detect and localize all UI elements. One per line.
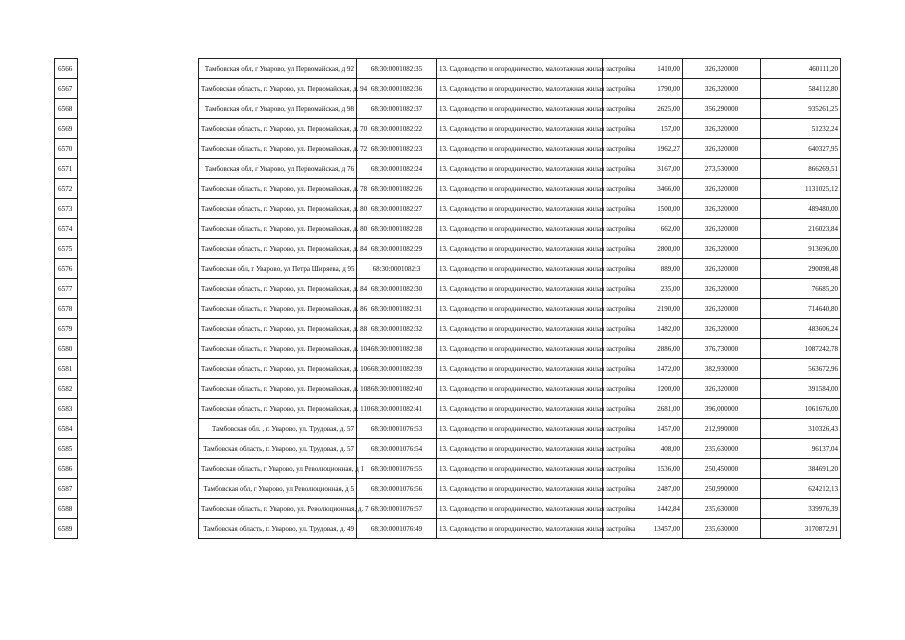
area-cell: 1536,00 <box>603 459 683 479</box>
table-row <box>199 419 841 439</box>
row-number: 6585 <box>55 439 77 459</box>
cadastral-value-cell: 76685,20 <box>761 279 841 299</box>
address-cell: Тамбовская область, г. Уварово, ул. Трудовая, д. 49 <box>199 519 357 539</box>
cadastral-rate-cell: 212,990000 <box>683 419 761 439</box>
cadastral-rate-cell: 326,320000 <box>683 119 761 139</box>
cadastral-value-cell: 339976,39 <box>761 499 841 519</box>
address-cell: Тамбовская область, г. Уварово, ул. Первомайская, д. 84 <box>199 239 357 259</box>
table-row <box>199 259 841 279</box>
cadastral-value-cell: 384691,20 <box>761 459 841 479</box>
cadastral-rate-cell: 326,320000 <box>683 139 761 159</box>
cadastral-value-cell: 1131025,12 <box>761 179 841 199</box>
table-row <box>199 79 841 99</box>
cadastral-number-cell: 68:30:0001082:35 <box>357 59 437 79</box>
cadastral-value-cell: 913696,00 <box>761 239 841 259</box>
row-number: 6571 <box>55 159 77 179</box>
area-cell: 1457,00 <box>603 419 683 439</box>
address-cell: Тамбовская область, г Уварово, ул Революционная, д 1 <box>199 459 357 479</box>
cadastral-number-cell: 68:30:0001082:36 <box>357 79 437 99</box>
table-row <box>199 479 841 499</box>
table-row <box>199 159 841 179</box>
cadastral-value-cell: 3170872,91 <box>761 519 841 539</box>
cadastral-number-cell: 68:30:0001076:53 <box>357 419 437 439</box>
cadastral-rate-cell: 396,000000 <box>683 399 761 419</box>
table-row <box>199 279 841 299</box>
cadastral-number-cell: 68:30:0001082:26 <box>357 179 437 199</box>
land-use-cell: 13. Садоводство и огородничество, малоэтажная жилая застройка <box>437 399 603 419</box>
area-cell: 1410,00 <box>603 59 683 79</box>
land-use-cell: 13. Садоводство и огородничество, малоэтажная жилая застройка <box>437 319 603 339</box>
row-number-column <box>54 58 78 539</box>
address-cell: Тамбовская область, г. Уварово, ул. Первомайская, д. 84 <box>199 279 357 299</box>
table-row <box>199 199 841 219</box>
cadastral-value-cell: 391584,00 <box>761 379 841 399</box>
cadastral-rate-cell: 376,730000 <box>683 339 761 359</box>
cadastral-number-cell: 68:30:0001082:24 <box>357 159 437 179</box>
cadastral-rate-cell: 326,320000 <box>683 299 761 319</box>
cadastral-value-cell: 866269,51 <box>761 159 841 179</box>
cadastral-rate-cell: 326,320000 <box>683 259 761 279</box>
cadastral-number-cell: 68:30:0001082:41 <box>357 399 437 419</box>
cadastral-number-cell: 68:30:0001076:49 <box>357 519 437 539</box>
cadastral-number-cell: 68:30:0001082:22 <box>357 119 437 139</box>
address-cell: Тамбовская обл, г Уварово, ул Революционная, д 5 <box>199 479 357 499</box>
cadastral-rate-cell: 356,290000 <box>683 99 761 119</box>
cadastral-number-cell: 68:30:0001082:38 <box>357 339 437 359</box>
cadastral-value-cell: 51232,24 <box>761 119 841 139</box>
cadastral-value-cell: 584112,80 <box>761 79 841 99</box>
cadastral-number-cell: 68:30:0001082:3 <box>357 259 437 279</box>
table-row <box>199 439 841 459</box>
table-row <box>199 99 841 119</box>
address-cell: Тамбовская область, г. Уварово, ул. Первомайская, д. 110 <box>199 399 357 419</box>
land-use-cell: 13. Садоводство и огородничество, малоэтажная жилая застройка <box>437 79 603 99</box>
row-number: 6588 <box>55 499 77 519</box>
cadastral-value-cell: 1061676,00 <box>761 399 841 419</box>
land-use-cell: 13. Садоводство и огородничество, малоэтажная жилая застройка <box>437 199 603 219</box>
table-row <box>199 239 841 259</box>
table-row <box>199 519 841 539</box>
table-row <box>199 499 841 519</box>
row-number: 6567 <box>55 79 77 99</box>
land-use-cell: 13. Садоводство и огородничество, малоэтажная жилая застройка <box>437 239 603 259</box>
land-use-cell: 13. Садоводство и огородничество, малоэтажная жилая застройка <box>437 359 603 379</box>
land-use-cell: 13. Садоводство и огородничество, малоэтажная жилая застройка <box>437 99 603 119</box>
cadastral-number-cell: 68:30:0001076:56 <box>357 479 437 499</box>
table-body <box>199 59 841 539</box>
area-cell: 1500,00 <box>603 199 683 219</box>
address-cell: Тамбовская область, г. Уварово, ул. Революционная, д. 7 <box>199 499 357 519</box>
address-cell: Тамбовская обл. , г. Уварово, ул. Трудовая, д. 57 <box>199 419 357 439</box>
row-number: 6577 <box>55 279 77 299</box>
row-number: 6584 <box>55 419 77 439</box>
area-cell: 889,00 <box>603 259 683 279</box>
area-cell: 1472,00 <box>603 359 683 379</box>
area-cell: 2681,00 <box>603 399 683 419</box>
address-cell: Тамбовская область, г. Уварово, ул. Первомайская, д. 80 <box>199 199 357 219</box>
cadastral-value-cell: 310326,43 <box>761 419 841 439</box>
land-use-cell: 13. Садоводство и огородничество, малоэтажная жилая застройка <box>437 479 603 499</box>
table-row <box>199 299 841 319</box>
address-cell: Тамбовская обл, г Уварово, ул Первомайская, д 98 <box>199 99 357 119</box>
cadastral-number-cell: 68:30:0001082:31 <box>357 299 437 319</box>
table-row <box>199 339 841 359</box>
row-number: 6566 <box>55 59 77 79</box>
row-number: 6575 <box>55 239 77 259</box>
land-use-cell: 13. Садоводство и огородничество, малоэтажная жилая застройка <box>437 259 603 279</box>
cadastral-number-cell: 68:30:0001082:28 <box>357 219 437 239</box>
area-cell: 1962,27 <box>603 139 683 159</box>
land-use-cell: 13. Садоводство и огородничество, малоэтажная жилая застройка <box>437 339 603 359</box>
address-cell: Тамбовская область, г. Уварово, ул. Первомайская, д. 80 <box>199 219 357 239</box>
land-use-cell: 13. Садоводство и огородничество, малоэтажная жилая застройка <box>437 119 603 139</box>
cadastral-number-cell: 68:30:0001082:30 <box>357 279 437 299</box>
row-number: 6573 <box>55 199 77 219</box>
cadastral-rate-cell: 326,320000 <box>683 279 761 299</box>
row-number: 6570 <box>55 139 77 159</box>
land-use-cell: 13. Садоводство и огородничество, малоэтажная жилая застройка <box>437 159 603 179</box>
cadastral-rate-cell: 250,990000 <box>683 479 761 499</box>
land-plot-table <box>198 58 841 539</box>
row-number: 6581 <box>55 359 77 379</box>
cadastral-value-cell: 935261,25 <box>761 99 841 119</box>
cadastral-number-cell: 68:30:0001082:29 <box>357 239 437 259</box>
cadastral-rate-cell: 235,630000 <box>683 519 761 539</box>
address-cell: Тамбовская область, г. Уварово, ул. Первомайская, д. 72 <box>199 139 357 159</box>
cadastral-value-cell: 460111,20 <box>761 59 841 79</box>
cadastral-rate-cell: 326,320000 <box>683 179 761 199</box>
land-use-cell: 13. Садоводство и огородничество, малоэтажная жилая застройка <box>437 439 603 459</box>
cadastral-rate-cell: 326,320000 <box>683 319 761 339</box>
table-row <box>199 219 841 239</box>
row-number: 6572 <box>55 179 77 199</box>
area-cell: 2487,00 <box>603 479 683 499</box>
land-use-cell: 13. Садоводство и огородничество, малоэтажная жилая застройка <box>437 139 603 159</box>
address-cell: Тамбовская область, г. Уварово, ул. Трудовая, д. 57 <box>199 439 357 459</box>
table-row <box>199 359 841 379</box>
row-number: 6576 <box>55 259 77 279</box>
address-cell: Тамбовская обл, г Уварово, ул Первомайская, д 76 <box>199 159 357 179</box>
table-row <box>199 139 841 159</box>
cadastral-value-cell: 216023,84 <box>761 219 841 239</box>
cadastral-value-cell: 489480,00 <box>761 199 841 219</box>
area-cell: 157,00 <box>603 119 683 139</box>
address-cell: Тамбовская область, г. Уварово, ул. Первомайская, д. 108 <box>199 379 357 399</box>
area-cell: 408,00 <box>603 439 683 459</box>
cadastral-rate-cell: 326,320000 <box>683 59 761 79</box>
land-use-cell: 13. Садоводство и огородничество, малоэтажная жилая застройка <box>437 299 603 319</box>
cadastral-rate-cell: 235,630000 <box>683 439 761 459</box>
row-number: 6583 <box>55 399 77 419</box>
cadastral-value-cell: 96137,04 <box>761 439 841 459</box>
table-row <box>199 59 841 79</box>
area-cell: 2625,00 <box>603 99 683 119</box>
address-cell: Тамбовская обл, г Уварово, ул Первомайская, д 92 <box>199 59 357 79</box>
row-number: 6582 <box>55 379 77 399</box>
cadastral-value-cell: 1087242,78 <box>761 339 841 359</box>
land-use-cell: 13. Садоводство и огородничество, малоэтажная жилая застройка <box>437 519 603 539</box>
cadastral-number-cell: 68:30:0001082:27 <box>357 199 437 219</box>
area-cell: 1482,00 <box>603 319 683 339</box>
table-row <box>199 179 841 199</box>
cadastral-number-cell: 68:30:0001082:37 <box>357 99 437 119</box>
cadastral-rate-cell: 326,320000 <box>683 379 761 399</box>
cadastral-rate-cell: 235,630000 <box>683 499 761 519</box>
cadastral-value-cell: 624212,13 <box>761 479 841 499</box>
table-row <box>199 379 841 399</box>
area-cell: 3167,00 <box>603 159 683 179</box>
area-cell: 1442,84 <box>603 499 683 519</box>
cadastral-number-cell: 68:30:0001082:39 <box>357 359 437 379</box>
cadastral-number-cell: 68:30:0001082:40 <box>357 379 437 399</box>
area-cell: 2886,00 <box>603 339 683 359</box>
row-number: 6568 <box>55 99 77 119</box>
table-row <box>199 459 841 479</box>
land-use-cell: 13. Садоводство и огородничество, малоэтажная жилая застройка <box>437 379 603 399</box>
land-use-cell: 13. Садоводство и огородничество, малоэтажная жилая застройка <box>437 459 603 479</box>
area-cell: 235,00 <box>603 279 683 299</box>
cadastral-rate-cell: 273,530000 <box>683 159 761 179</box>
cadastral-number-cell: 68:30:0001076:54 <box>357 439 437 459</box>
row-number: 6578 <box>55 299 77 319</box>
address-cell: Тамбовская область, г. Уварово, ул. Первомайская, д. 106 <box>199 359 357 379</box>
land-use-cell: 13. Садоводство и огородничество, малоэтажная жилая застройка <box>437 59 603 79</box>
table-row <box>199 119 841 139</box>
address-cell: Тамбовская область, г. Уварово, ул. Первомайская, д. 70 <box>199 119 357 139</box>
cadastral-value-cell: 640327,95 <box>761 139 841 159</box>
row-number: 6569 <box>55 119 77 139</box>
area-cell: 662,00 <box>603 219 683 239</box>
land-use-cell: 13. Садоводство и огородничество, малоэтажная жилая застройка <box>437 279 603 299</box>
table-row <box>199 319 841 339</box>
address-cell: Тамбовская обл, г Уварово, ул Петра Ширяева, д 95 <box>199 259 357 279</box>
address-cell: Тамбовская область, г. Уварово, ул. Первомайская, д. 94 <box>199 79 357 99</box>
row-number: 6579 <box>55 319 77 339</box>
land-use-cell: 13. Садоводство и огородничество, малоэтажная жилая застройка <box>437 179 603 199</box>
area-cell: 2190,00 <box>603 299 683 319</box>
cadastral-value-cell: 714640,80 <box>761 299 841 319</box>
area-cell: 13457,00 <box>603 519 683 539</box>
cadastral-rate-cell: 382,930000 <box>683 359 761 379</box>
row-number: 6574 <box>55 219 77 239</box>
cadastral-rate-cell: 326,320000 <box>683 239 761 259</box>
cadastral-number-cell: 68:30:0001082:32 <box>357 319 437 339</box>
cadastral-value-cell: 290098,48 <box>761 259 841 279</box>
area-cell: 3466,00 <box>603 179 683 199</box>
land-use-cell: 13. Садоводство и огородничество, малоэтажная жилая застройка <box>437 499 603 519</box>
cadastral-number-cell: 68:30:0001076:57 <box>357 499 437 519</box>
cadastral-rate-cell: 326,320000 <box>683 79 761 99</box>
land-use-cell: 13. Садоводство и огородничество, малоэтажная жилая застройка <box>437 219 603 239</box>
cadastral-number-cell: 68:30:0001082:23 <box>357 139 437 159</box>
cadastral-value-cell: 483606,24 <box>761 319 841 339</box>
address-cell: Тамбовская область, г. Уварово, ул. Первомайская, д. 86 <box>199 299 357 319</box>
row-number: 6587 <box>55 479 77 499</box>
address-cell: Тамбовская область, г. Уварово, ул. Первомайская, д. 104 <box>199 339 357 359</box>
land-use-cell: 13. Садоводство и огородничество, малоэтажная жилая застройка <box>437 419 603 439</box>
area-cell: 2800,00 <box>603 239 683 259</box>
area-cell: 1200,00 <box>603 379 683 399</box>
row-number: 6589 <box>55 519 77 539</box>
cadastral-number-cell: 68:30:0001076:55 <box>357 459 437 479</box>
cadastral-rate-cell: 250,450000 <box>683 459 761 479</box>
address-cell: Тамбовская область, г. Уварово, ул. Первомайская, д. 88 <box>199 319 357 339</box>
cadastral-rate-cell: 326,320000 <box>683 199 761 219</box>
row-number: 6586 <box>55 459 77 479</box>
row-number: 6580 <box>55 339 77 359</box>
cadastral-rate-cell: 326,320000 <box>683 219 761 239</box>
table-row <box>199 399 841 419</box>
address-cell: Тамбовская область, г. Уварово, ул. Первомайская, д. 78 <box>199 179 357 199</box>
cadastral-value-cell: 563672,96 <box>761 359 841 379</box>
area-cell: 1790,00 <box>603 79 683 99</box>
